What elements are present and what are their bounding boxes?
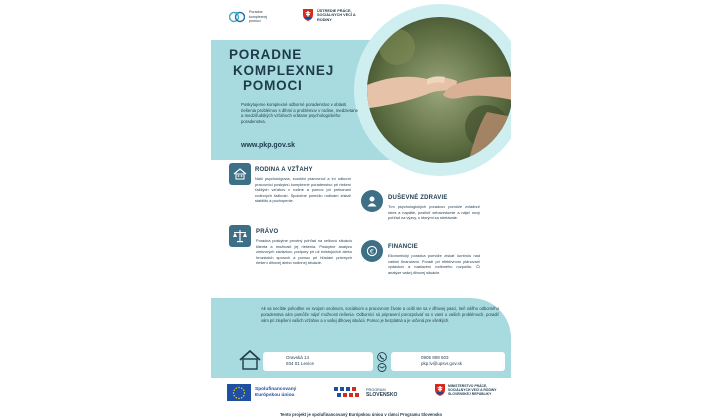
money-icon xyxy=(361,240,383,262)
service-finance-text: Ekonomický poradca pomôže získať kontrolu nad vašimi financiami. Poradí pri efektívnom plánovaní výdavkov a nastavení rodinného rozpočtu. Či analýze vašej dlhovej situácie. xyxy=(388,253,480,275)
eu-logo-text: Spolufinancovaný Európskou úniou xyxy=(255,386,297,398)
program-label: PROGRAM xyxy=(366,388,386,393)
pkp-logo-text: Poradne komplexnej pomoci xyxy=(249,10,268,24)
title-line-3: POMOCI xyxy=(243,78,303,93)
service-law-text: Poradca poskytne prvotný pohľad na celkovú situáciu klienta a možnosti jej riešenia. Poskytne analýzu zmluvných záväzkov, podpory pri už existujúcich alebo hroziacich sporoch a pomoc pri hľadaní právnych riešení dlhovej alebo rodinnej situácie. xyxy=(256,238,352,266)
program-slovensko-logo xyxy=(333,385,397,401)
service-finance-title: FINANCIE xyxy=(388,244,418,250)
service-family-title: RODINA A VZŤAHY xyxy=(255,167,313,173)
service-mental-text: Tím psychologických poradcov pomôže zvládnuť stres a napätie, posilniť sebavedomie a nájsť nový pohľad na výzvy, s ktorými sa stretávate. xyxy=(388,204,480,221)
ministry-logo xyxy=(435,384,500,396)
page-title xyxy=(229,47,399,94)
service-family-text: Naši psychológovia, sociálni pracovníci a iní odborní pracovníci poskytnú komplexné poradenstvo pri riešení ťažkých vzťahov v rodine a pomoc pri prekonaní rodinných ťažkostí. Spoločne pomôžu rodinám získať stabilitu a pochopenie. xyxy=(255,176,351,204)
title-line-2: KOMPLEXNEJ xyxy=(233,62,335,78)
website-link[interactable]: www.pkp.gov.sk xyxy=(241,142,296,149)
eu-flag-icon xyxy=(227,384,251,401)
family-icon xyxy=(229,163,251,185)
upsvr-logo xyxy=(303,9,369,22)
contact-email[interactable]: pkp.lv@upsvr.gov.sk xyxy=(421,361,463,366)
service-law-title: PRÁVO xyxy=(256,229,279,235)
contact-phone[interactable]: 0905 908 503 xyxy=(421,355,449,360)
slovak-crest-icon xyxy=(435,384,445,396)
address-street: Oravská 14 xyxy=(286,355,310,360)
intro-text: Poskytujeme komplexné odborné poradenstvo v oblasti riešenia problémov s dlhmi a problémov v rodine, medzietane a medziľudských vzťahoch vrátane psychologického poradenstva. xyxy=(241,102,359,124)
ministry-logo-text: MINISTERSTVO PRÁCE, SOCIÁLNYCH VECÍ A RODINY SLOVENSKEJ REPUBLIKY xyxy=(448,384,497,396)
title-line-1: PORADNE xyxy=(229,47,303,62)
slovensko-label: SLOVENSKO xyxy=(366,392,398,398)
scales-icon xyxy=(229,225,251,247)
address-city: 934 01 Levice xyxy=(286,361,315,366)
funding-note: Tento projekt je spolufinancovaný Európskou úniou v rámci Programu Slovensko xyxy=(279,412,443,417)
address-box xyxy=(263,352,373,371)
person-icon xyxy=(361,190,383,212)
bottom-text: Ak sa necítite pohodlne vo svojom osobnom, sociálnom a pracovnom živote a ocitli ste sa v dlhovej pasci, tieň nášho odborného poradenstva vám pomôže nájsť možnosti riešenia. Odborníci sú pripravení porozprávať sa s vami o vašich problémoch, poradiť vám pri zlepšení vašich vzťahov a o vašej dlhovej situácii. Pomoc je bezplatná a je určená pre všetkých. xyxy=(261,306,499,323)
house-icon xyxy=(238,349,262,371)
program-slovensko-text xyxy=(366,388,397,398)
eu-logo xyxy=(227,384,305,401)
upsvr-logo-text: ÚSTREDIE PRÁCE, SOCIÁLNYCH VECÍ A RODINY xyxy=(317,9,356,22)
contact-box xyxy=(391,352,505,371)
svg-text:€: € xyxy=(369,247,375,256)
hands-logo-icon xyxy=(229,10,245,24)
mail-icon xyxy=(376,363,388,372)
service-mental-title: DUŠEVNÉ ZDRAVIE xyxy=(388,195,448,201)
program-slovensko-icon xyxy=(333,385,363,401)
slovak-crest-icon xyxy=(303,9,313,21)
pkp-logo xyxy=(229,10,275,24)
poster xyxy=(211,0,511,420)
phone-icon xyxy=(376,352,388,362)
